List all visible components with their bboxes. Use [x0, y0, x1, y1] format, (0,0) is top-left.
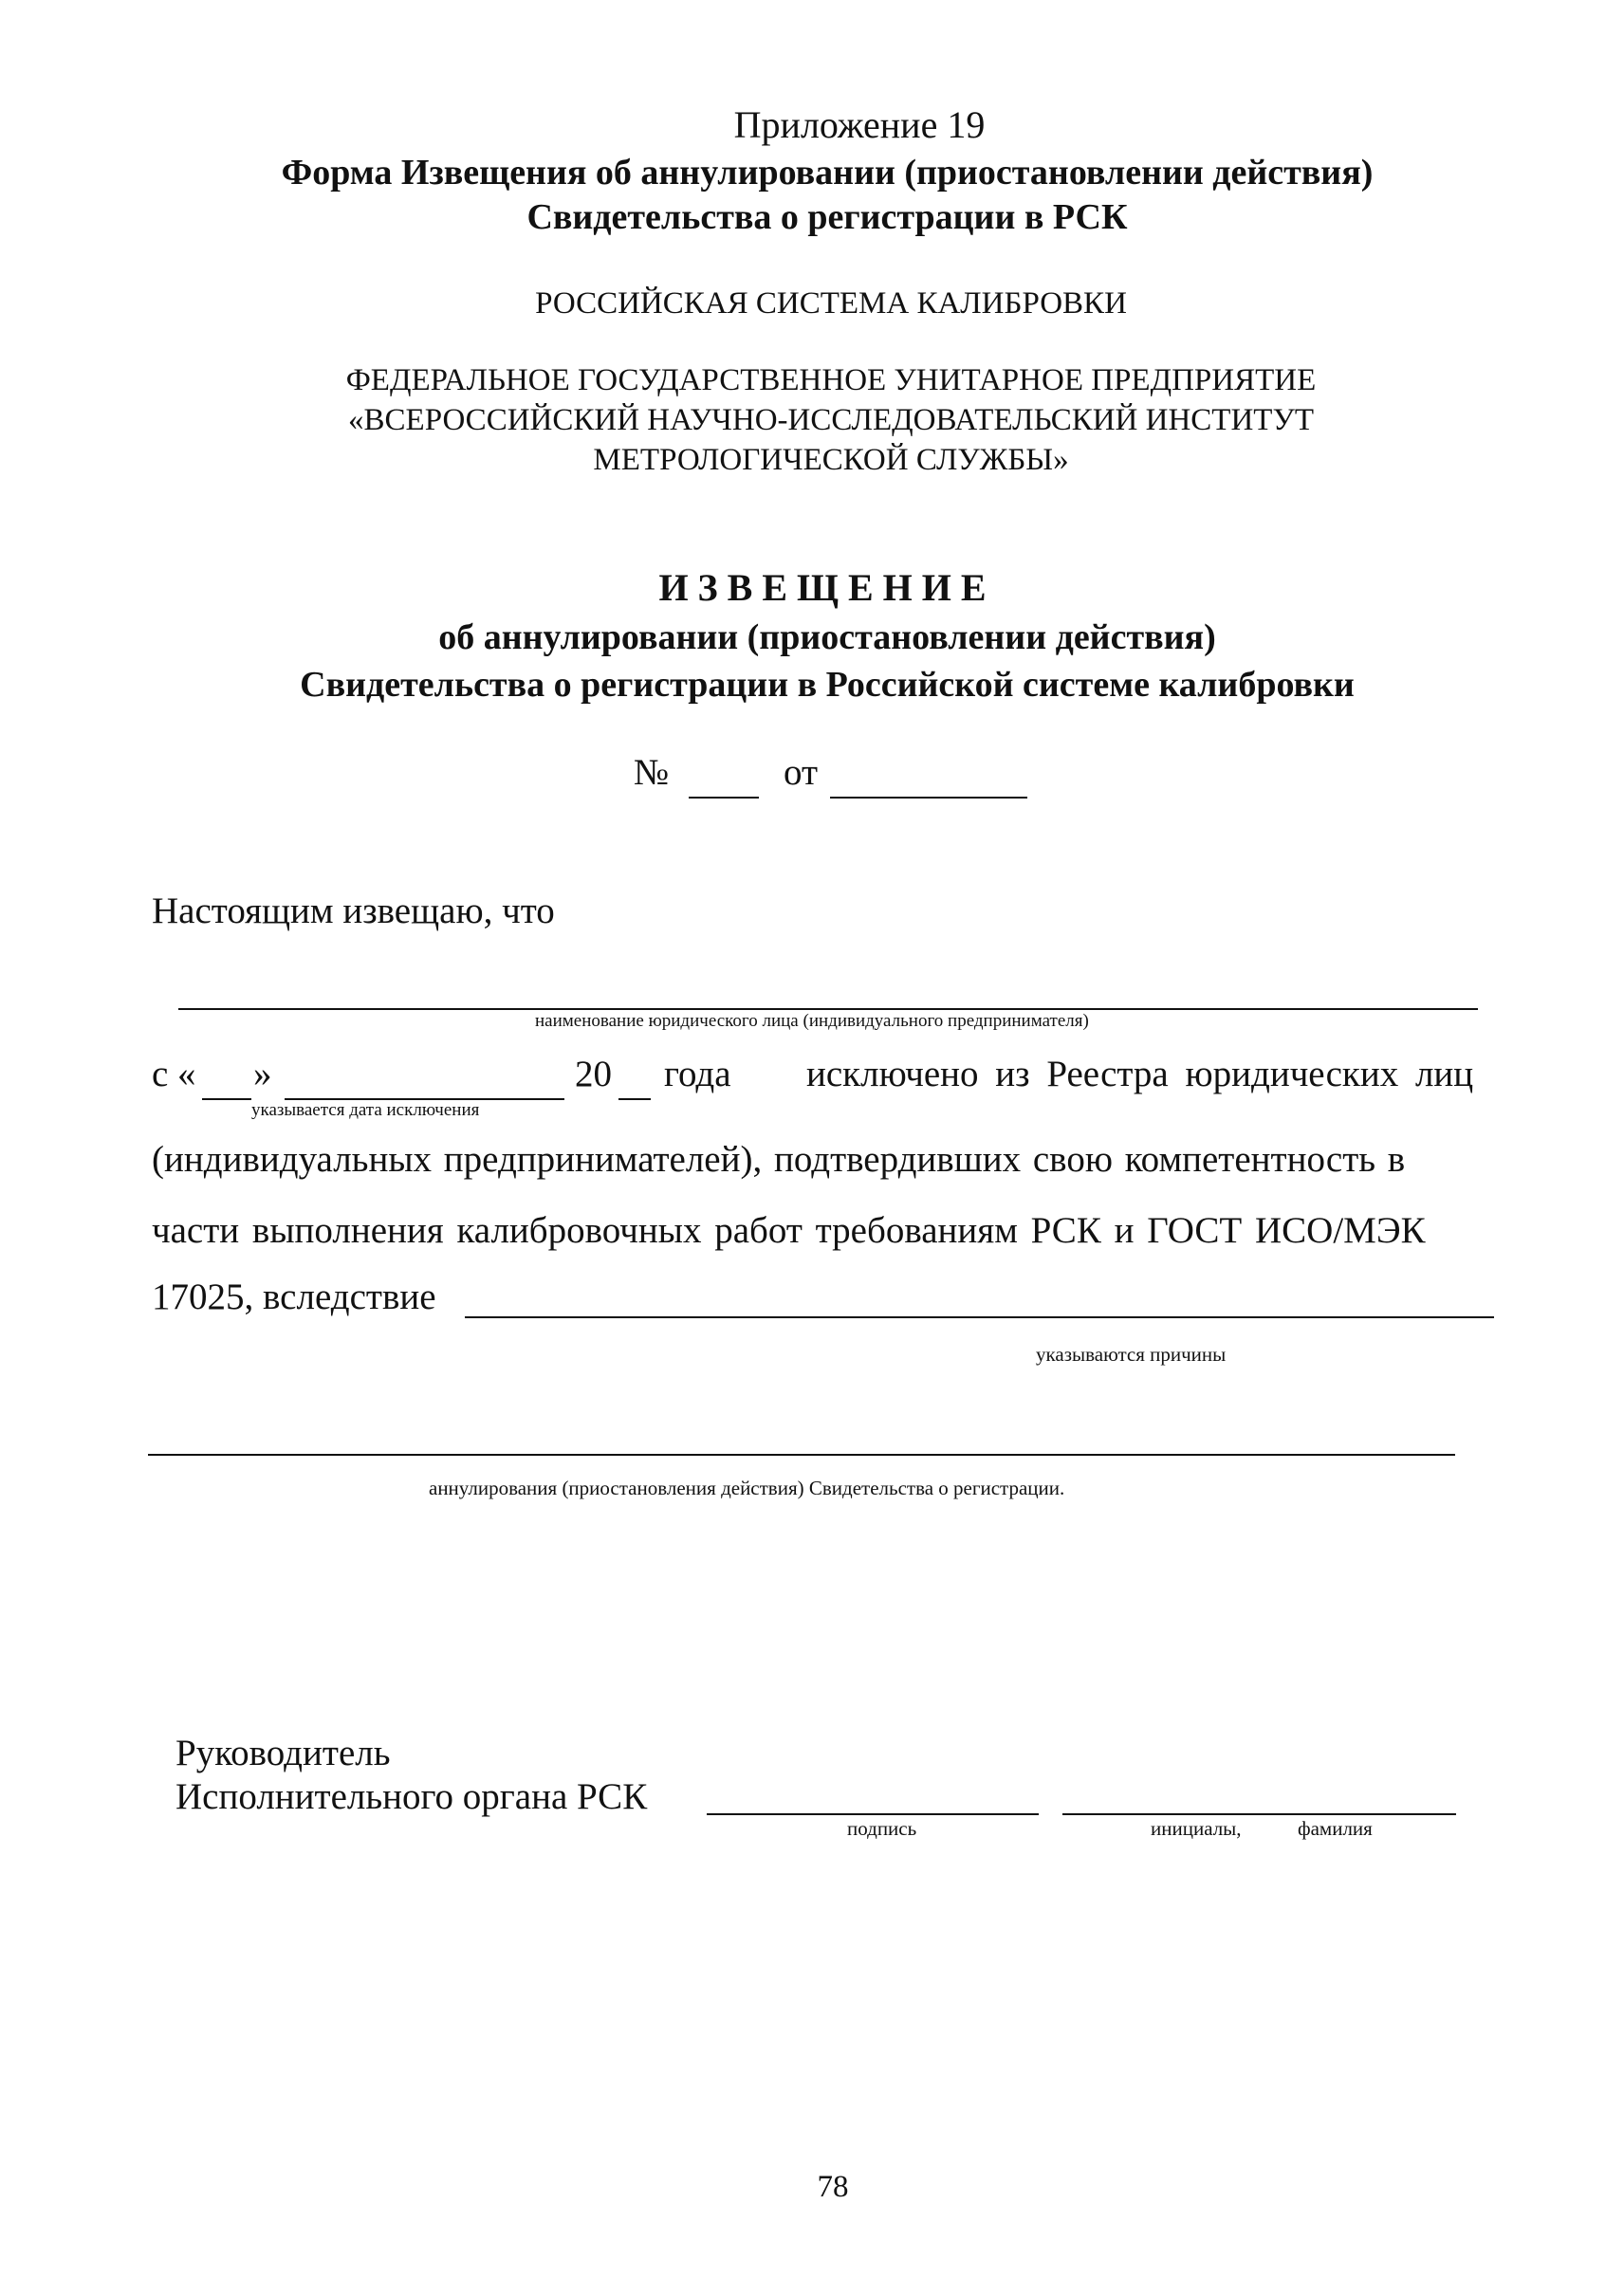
reasons-field[interactable]: [465, 1316, 1494, 1318]
signature-caption: подпись: [847, 1817, 917, 1840]
year-prefix: 20: [575, 1054, 612, 1094]
form-title-line-2: Свидетельства о регистрации в РСК: [526, 197, 1128, 237]
system-name: РОССИЙСКАЯ СИСТЕМА КАЛИБРОВКИ: [535, 286, 1127, 321]
excluded-text: исключено из Реестра юридических лиц: [806, 1054, 1474, 1094]
number-field[interactable]: [689, 797, 759, 799]
appendix-label: Приложение 19: [733, 103, 986, 146]
notice-heading: ИЗВЕЩЕНИЕ: [658, 566, 996, 609]
exclusion-year-field[interactable]: [618, 1098, 651, 1100]
reasons-caption: указываются причины: [1036, 1343, 1227, 1366]
notice-subtitle-1: об аннулировании (приостановлении действия): [438, 617, 1216, 657]
from-close-quote: »: [253, 1054, 272, 1094]
annulment-caption: аннулирования (приостановления действия) Свидетельства о регистрации.: [429, 1477, 1065, 1499]
initials-caption: инициалы,: [1151, 1817, 1242, 1840]
notice-subtitle-2: Свидетельства о регистрации в Российской системе калибровки: [300, 665, 1355, 705]
from-open-quote: с «: [152, 1054, 196, 1094]
entity-name-field[interactable]: [178, 1008, 1478, 1010]
page-number: 78: [817, 2170, 849, 2204]
org-line-3: МЕТРОЛОГИЧЕСКОЙ СЛУЖБЫ»: [593, 443, 1069, 477]
number-label: №: [634, 752, 670, 793]
signatory-role-line-1: Руководитель: [175, 1733, 391, 1773]
signature-field[interactable]: [707, 1813, 1039, 1815]
signatory-role-line-2: Исполнительного органа РСК: [175, 1776, 648, 1817]
notice-date-field[interactable]: [830, 797, 1027, 799]
surname-caption: фамилия: [1298, 1817, 1373, 1840]
exclusion-date-caption: указывается дата исключения: [251, 1100, 480, 1120]
body-line-3: части выполнения калибровочных работ требованиям РСК и ГОСТ ИСО/МЭК: [152, 1210, 1426, 1251]
body-line-2: (индивидуальных предпринимателей), подтвердивших свою компетентность в: [152, 1139, 1406, 1180]
body-line-4: 17025, вследствие: [152, 1277, 436, 1317]
year-suffix: года: [664, 1054, 731, 1094]
date-label: от: [784, 752, 819, 793]
name-field[interactable]: [1062, 1813, 1456, 1815]
org-line-2: «ВСЕРОССИЙСКИЙ НАУЧНО-ИССЛЕДОВАТЕЛЬСКИЙ ИНСТИТУТ: [348, 403, 1314, 437]
entity-caption: наименование юридического лица (индивидуального предпринимателя): [535, 1011, 1089, 1031]
form-title-line-1: Форма Извещения об аннулировании (приостановлении действия): [281, 153, 1374, 193]
exclusion-day-field[interactable]: [202, 1098, 251, 1100]
intro-text: Настоящим извещаю, что: [152, 891, 555, 931]
org-line-1: ФЕДЕРАЛЬНОЕ ГОСУДАРСТВЕННОЕ УНИТАРНОЕ ПРЕДПРИЯТИЕ: [345, 363, 1317, 397]
reasons-continued-field[interactable]: [148, 1454, 1455, 1456]
